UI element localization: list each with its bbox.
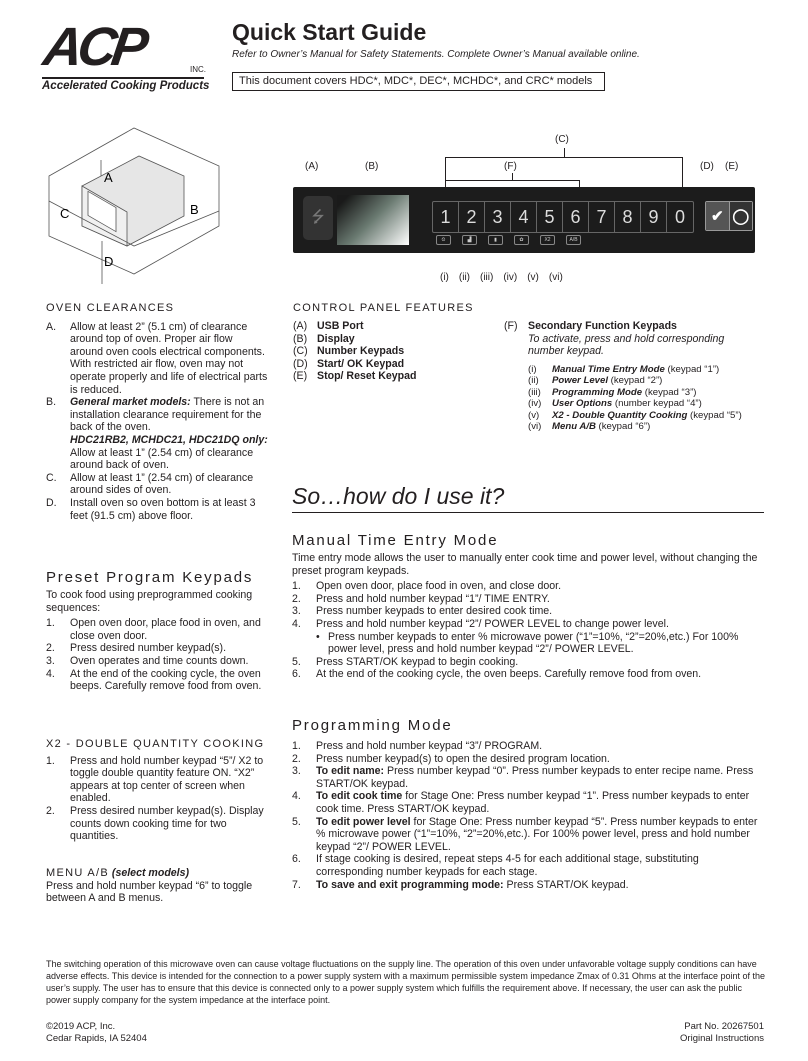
list-item: 4. At the end of the cooking cycle, the oven beeps. Carefully remove food from oven. [46,667,262,693]
list-item: 2. Press number keypad(s) to open the desired program location. [292,752,610,765]
list-item: 7. To save and exit programming mode: Press START/OK keypad. [292,878,629,891]
howto-heading: So…how do I use it? [292,483,764,513]
label-e: (E) [725,161,739,172]
menu-ab-section: MENU A/B (select models) Press and hold number keypad “6” to toggle between A and B menus. [46,867,272,905]
list-item: 1. Press and hold number keypad “5”/ X2 to toggle double quantity feature ON. “X2” appears at top center of screen when enabled. [46,754,264,805]
stop-reset-circle-icon[interactable]: ◯ [729,202,753,230]
label-f: (F) [504,161,517,172]
secondary-labels: (i) (ii) (iii) (iv) (v) (vi) [440,272,563,283]
list-item: 2. Press desired number keypad(s). [46,642,227,655]
menu-ab-icon: A/B [566,235,581,245]
label-a: (A) [305,161,319,172]
label-d: D [104,254,114,269]
voltage-notice: The switching operation of this microwave oven can cause voltage fluctuations on the supply line. The operation of this oven under unfavorable voltage supply conditions can have adverse effects. This device is intended for the connection to a power supply system with a maximum permissible system impedance Zmax of 0.31 Ohms at the interface point of the user’s supply. The user has to ensure that this device is connected only to a power supply system which fulfills the requirement above. If necessary, the user can ask the public power supply company for the system impedance at the interface point. [46,959,766,1005]
x2-section [46,738,272,843]
section-heading: MENU A/B [46,867,109,879]
label-c: (C) [555,134,569,145]
manual-time-entry-section: Manual Time Entry Mode Time entry mode allows the user to manually enter cook time and power level, without changing the preset program keypads. 1. Open oven door, place food in oven, and close door. 2. Press and hold number keypad “1”/ TIME ENTRY. 3. Press number keypads to enter desired cook time. 4. Press and hold number keypad “2”/ POWER LEVEL to change power level. • Press number keypads to enter % microwave power (“1”=10%, “2”=20%,etc.) For 100% power level, press and hold number keypad “2”/ POWER LEVEL. 5. Press START/OK keypad to begin cooking. 6. At the end of the cooking cycle, the oven beeps. Carefully remove food from oven. [292,532,764,681]
label-c: C [60,206,70,221]
bracket-f [445,180,580,187]
keypad-3[interactable]: 3 [485,202,511,232]
subtitle: Refer to Owner’s Manual for Safety Statements. Complete Owner’s Manual available online. [232,49,640,60]
keypad-9[interactable]: 9 [641,202,667,232]
acp-logo: ACP INC. Accelerated Cooking Products [39,17,210,92]
part-number: Part No. 20267501 Original Instructions [680,1021,764,1044]
section-heading: OVEN CLEARANCES [46,302,175,314]
list-item: 5. To edit power level for Stage One: Press number keypad “5”. Press number keypads to enter % microwave power (“1”=10%, “2”=20%,etc.). For 100% power level, press and hold number keypad “2”/ POWER LEVEL. [292,815,758,853]
control-panel [293,187,755,253]
program-icon: ▮ [488,235,503,245]
start-ok-check-icon[interactable]: ✔ [706,202,729,230]
list-item: A. Allow at least 2” (5.1 cm) of clearance around top of oven. Proper air flow around oven cools electrical components. With restricted air flow, oven may not operate properly and life of electrical parts is reduced. [46,320,268,396]
list-item: 1. Open oven door, place food in oven, and close door. [292,580,562,593]
page-title: Quick Start Guide [232,19,427,45]
section-heading: Programming Mode [292,717,453,734]
display [337,195,409,245]
label-b: (B) [365,161,379,172]
keypad-0[interactable]: 0 [674,207,685,227]
list-item: 6. If stage cooking is desired, repeat steps 4-5 for each additional stage, substituting corresponding number keypads for each stage. [292,853,699,878]
list-item: 5. Press START/OK keypad to begin cooking. [292,655,519,668]
x2-icon: X2 [540,235,555,245]
models-covered: This document covers HDC*, MDC*, DEC*, MCHDC*, and CRC* models [232,72,605,91]
keypad-6[interactable]: 6 [563,202,589,232]
power-level-icon: ▟ [462,235,477,245]
keypad-5[interactable]: 5 [537,202,563,232]
timer-icon: ⏲ [436,235,451,245]
preset-section [46,569,272,693]
label-d: (D) [700,161,714,172]
intro-text: To cook food using preprogrammed cooking sequences: [46,589,253,614]
oven-clearance-diagram [44,126,224,286]
section-heading: CONTROL PANEL FEATURES [293,302,474,314]
list-item: B. General market models: There is not an installation clearance requirement for the back of the oven. HDC21RB2, MCHDC21, HDC21DQ only: Allow at least 1” (2.54 cm) of clearance around back of oven. [46,396,268,472]
list-item: 1. Press and hold number keypad “3”/ PROGRAM. [292,740,543,752]
list-item: 4. Press and hold number keypad “2”/ POWER LEVEL to change power level. [292,617,669,630]
user-options-gear-icon: ✿ [514,235,529,245]
list-item: 2. Press and hold number keypad “1”/ TIME ENTRY. [292,592,550,605]
copyright: ©2019 ACP, Inc. Cedar Rapids, IA 52404 [46,1021,147,1044]
menu-ab-text: Press and hold number keypad “6” to toggle between A and B menus. [46,879,253,905]
list-item: 3. To edit name: Press number keypad “0”. Press number keypads to enter recipe name. Press START/OK keypad. [292,765,754,790]
label-b: B [190,202,199,217]
keypad-4[interactable]: 4 [511,202,537,232]
logo-tagline: Accelerated Cooking Products [42,80,210,92]
features-list: (A) USB Port (B) Display (C) Number Keypads (D) Start/ OK Keypad (E) Stop/ Reset Keypad [293,320,417,383]
keypad-1[interactable]: 1 [433,202,459,232]
list-item: 1. Open oven door, place food in oven, and close oven door. [46,617,261,642]
oven-clearances-section [46,302,268,522]
secondary-functions: (F) Secondary Function Keypads To activate, press and hold corresponding number keypad. (i) Manual Time Entry Mode (keypad “1”) (ii) Power Level (keypad “2”) (iii) Programming Mode (keypad “3”) (iv) User Options (number keypad “4”) (v) X2 - Double Quantity Cooking (keypad “5”) (vi) Menu A/B (keypad “6”) [504,320,742,433]
list-item: • Press number keypads to enter % microwave power (“1”=10%, “2”=20%,etc.) For 100% power level, press and hold number keypad “2”/ POWER LEVEL. [316,630,739,656]
section-heading: X2 - DOUBLE QUANTITY COOKING [46,738,265,750]
list-item: 4. To edit cook time for Stage One: Press number keypad “1”. Press number keypads to enter cook time. Press START/OK keypad. [292,790,750,815]
usb-port-icon: ⭍ [303,196,333,240]
label-a: A [104,170,113,185]
list-item: 3. Oven operates and time counts down. [46,654,249,667]
list-item: 3. Press number keypads to enter desired cook time. [292,605,553,618]
keypad-2[interactable]: 2 [459,202,485,232]
list-item: 6. At the end of the cooking cycle, the oven beeps. Carefully remove food from oven. [292,668,702,681]
list-item: 2. Press desired number keypad(s). Display counts down cooking time for two quantities. [46,804,264,843]
section-heading: Preset Program Keypads [46,569,254,586]
number-keypads [432,201,694,233]
programming-mode-section [292,717,764,891]
keypad-7[interactable]: 7 [589,202,615,232]
list-item: C. Allow at least 1” (2.54 cm) of clearance around sides of oven. [46,471,254,497]
keypad-8[interactable]: 8 [615,202,641,232]
list-item: D. Install oven so oven bottom is at least 3 feet (91.5 cm) above floor. [46,496,256,522]
section-heading: Manual Time Entry Mode [292,532,499,549]
